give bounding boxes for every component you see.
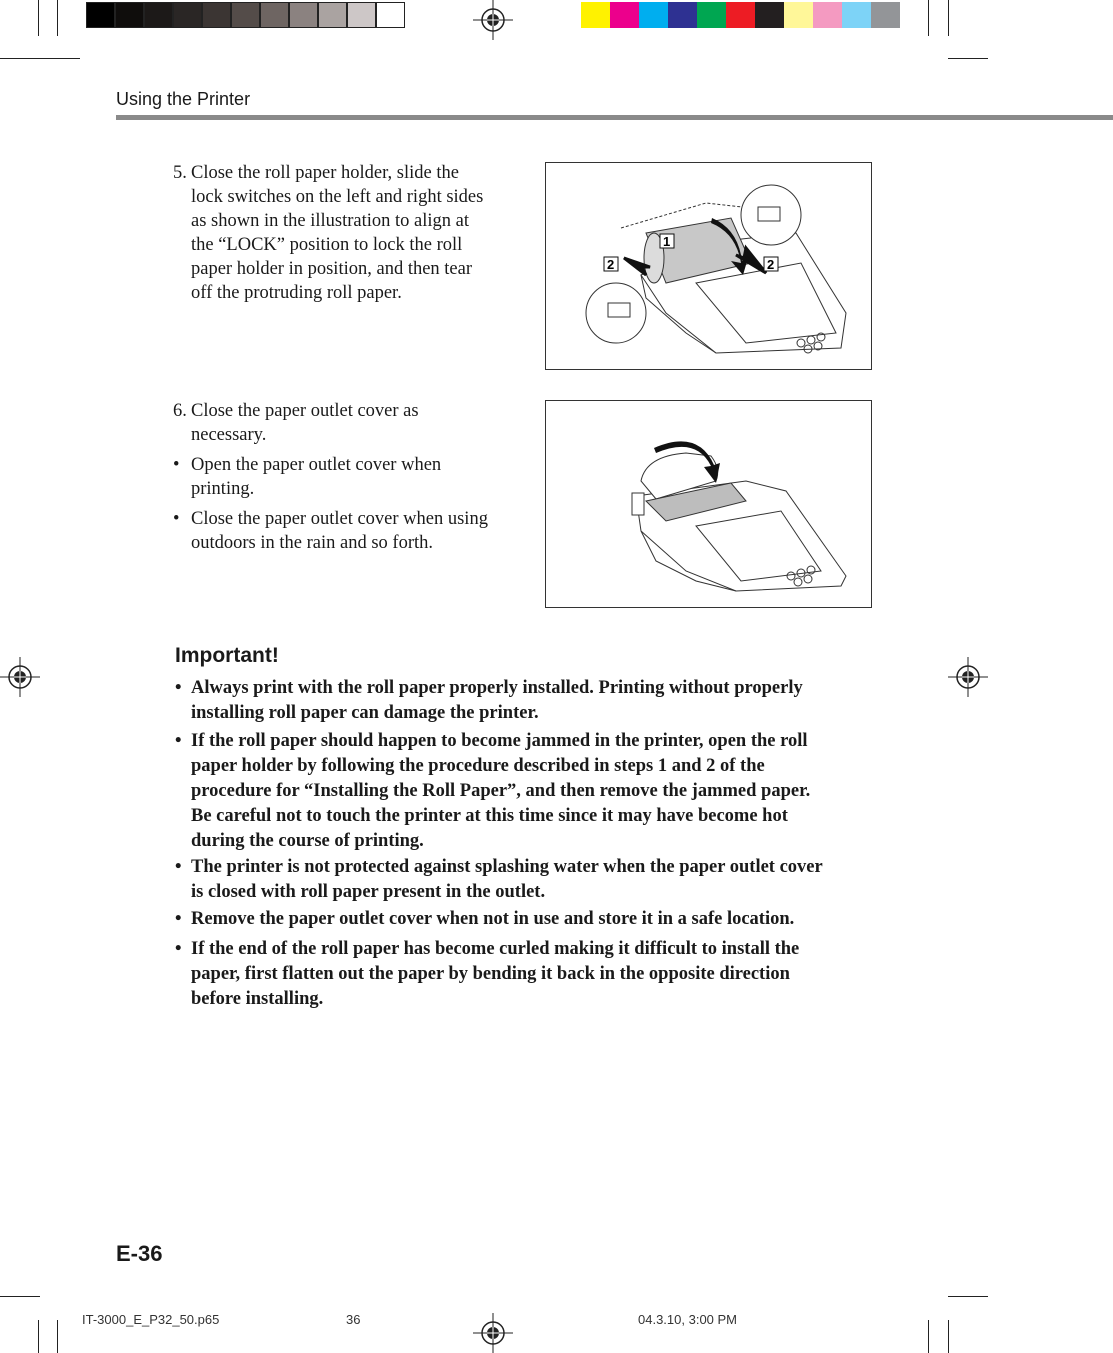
important-line: paper, first flatten out the paper by bending it back in the opposite direction — [191, 964, 790, 984]
color-swatch — [784, 2, 813, 28]
gray-swatch — [289, 2, 318, 28]
important-line: Remove the paper outlet cover when not in use and store it in a safe location. — [191, 909, 795, 929]
bullet-dot: • — [175, 678, 182, 698]
important-line: before installing. — [191, 989, 324, 1009]
color-swatch — [871, 2, 900, 28]
bullet-dot: • — [175, 857, 182, 877]
important-line: Be careful not to touch the printer at this time since it may have become hot — [191, 806, 788, 826]
color-swatch — [755, 2, 784, 28]
step-text-line: necessary. — [191, 425, 267, 445]
printer-lock-illustration — [546, 163, 871, 369]
bullet-line: printing. — [191, 479, 255, 499]
bullet-dot: • — [175, 731, 182, 751]
color-swatch — [639, 2, 668, 28]
bullet-dot: • — [175, 909, 182, 929]
color-swatch — [726, 2, 755, 28]
important-item — [175, 676, 875, 726]
step-text-line: off the protruding roll paper. — [191, 283, 402, 303]
gray-swatch — [376, 2, 405, 28]
color-swatch — [610, 2, 639, 28]
color-swatch — [668, 2, 697, 28]
color-swatch — [842, 2, 871, 28]
gray-swatch — [260, 2, 289, 28]
gray-swatch — [173, 2, 202, 28]
color-swatch — [813, 2, 842, 28]
step-text-line: Close the paper outlet cover as — [191, 401, 419, 421]
registration-mark-right — [948, 657, 988, 697]
gray-swatch — [318, 2, 347, 28]
step-bullet — [173, 453, 523, 501]
important-line: If the roll paper should happen to become jammed in the printer, open the roll — [191, 731, 808, 751]
page-number: E-36 — [116, 1241, 163, 1266]
color-swatch — [697, 2, 726, 28]
slug-page: 36 — [346, 1312, 361, 1327]
header-rule — [116, 115, 1113, 120]
printer-cover-illustration — [546, 401, 871, 607]
important-line: procedure for “Installing the Roll Paper”, and then remove the jammed paper. — [191, 781, 811, 801]
bullet-dot: • — [173, 455, 180, 475]
section-header-title: Using the Printer — [116, 89, 251, 109]
registration-mark-bottom — [473, 1313, 513, 1353]
important-item — [175, 937, 875, 1012]
step-bullet — [173, 507, 523, 555]
gray-swatch — [86, 2, 115, 28]
important-line: paper holder by following the procedure described in steps 1 and 2 of the — [191, 756, 765, 776]
gray-swatch — [202, 2, 231, 28]
slug-filename: IT-3000_E_P32_50.p65 — [82, 1312, 220, 1327]
important-item — [175, 907, 875, 932]
important-line: is closed with roll paper present in the outlet. — [191, 882, 546, 902]
step-6 — [173, 399, 523, 555]
gray-swatch — [231, 2, 260, 28]
bullet-line: Close the paper outlet cover when using — [191, 509, 488, 529]
step-number: 5. — [173, 163, 187, 183]
important-item — [175, 729, 875, 854]
important-line: Always print with the roll paper properly installed. Printing without properly — [191, 678, 803, 698]
important-heading: Important! — [175, 644, 279, 667]
illustration-lock-roll-holder — [545, 162, 872, 370]
important-line: installing roll paper can damage the printer. — [191, 703, 539, 723]
registration-mark-left — [0, 657, 40, 697]
step-text-line: the “LOCK” position to lock the roll — [191, 235, 463, 255]
step-text-line: paper holder in position, and then tear — [191, 259, 473, 279]
slug-datetime: 04.3.10, 3:00 PM — [638, 1312, 738, 1327]
step-text-line: Close the roll paper holder, slide the — [191, 163, 459, 183]
important-line: The printer is not protected against splashing water when the paper outlet cover — [191, 857, 823, 877]
color-swatch — [581, 2, 610, 28]
callout-2-right: 2 — [767, 257, 775, 272]
gray-swatch — [144, 2, 173, 28]
step-number: 6. — [173, 401, 187, 421]
callout-1: 1 — [663, 234, 671, 249]
step-text-line: lock switches on the left and right sides — [191, 187, 484, 207]
important-line: If the end of the roll paper has become curled making it difficult to install the — [191, 939, 800, 959]
step-5 — [173, 161, 523, 305]
illustration-close-outlet-cover — [545, 400, 872, 608]
step-text-line: as shown in the illustration to align at — [191, 211, 469, 231]
important-item — [175, 855, 875, 905]
important-line: during the course of printing. — [191, 831, 424, 851]
bullet-line: Open the paper outlet cover when — [191, 455, 442, 475]
bullet-dot: • — [175, 939, 182, 959]
bullet-line: outdoors in the rain and so forth. — [191, 533, 433, 553]
registration-mark-top — [473, 0, 513, 40]
gray-swatch — [347, 2, 376, 28]
gray-swatch — [115, 2, 144, 28]
bullet-dot: • — [173, 509, 180, 529]
callout-2-left: 2 — [607, 257, 615, 272]
